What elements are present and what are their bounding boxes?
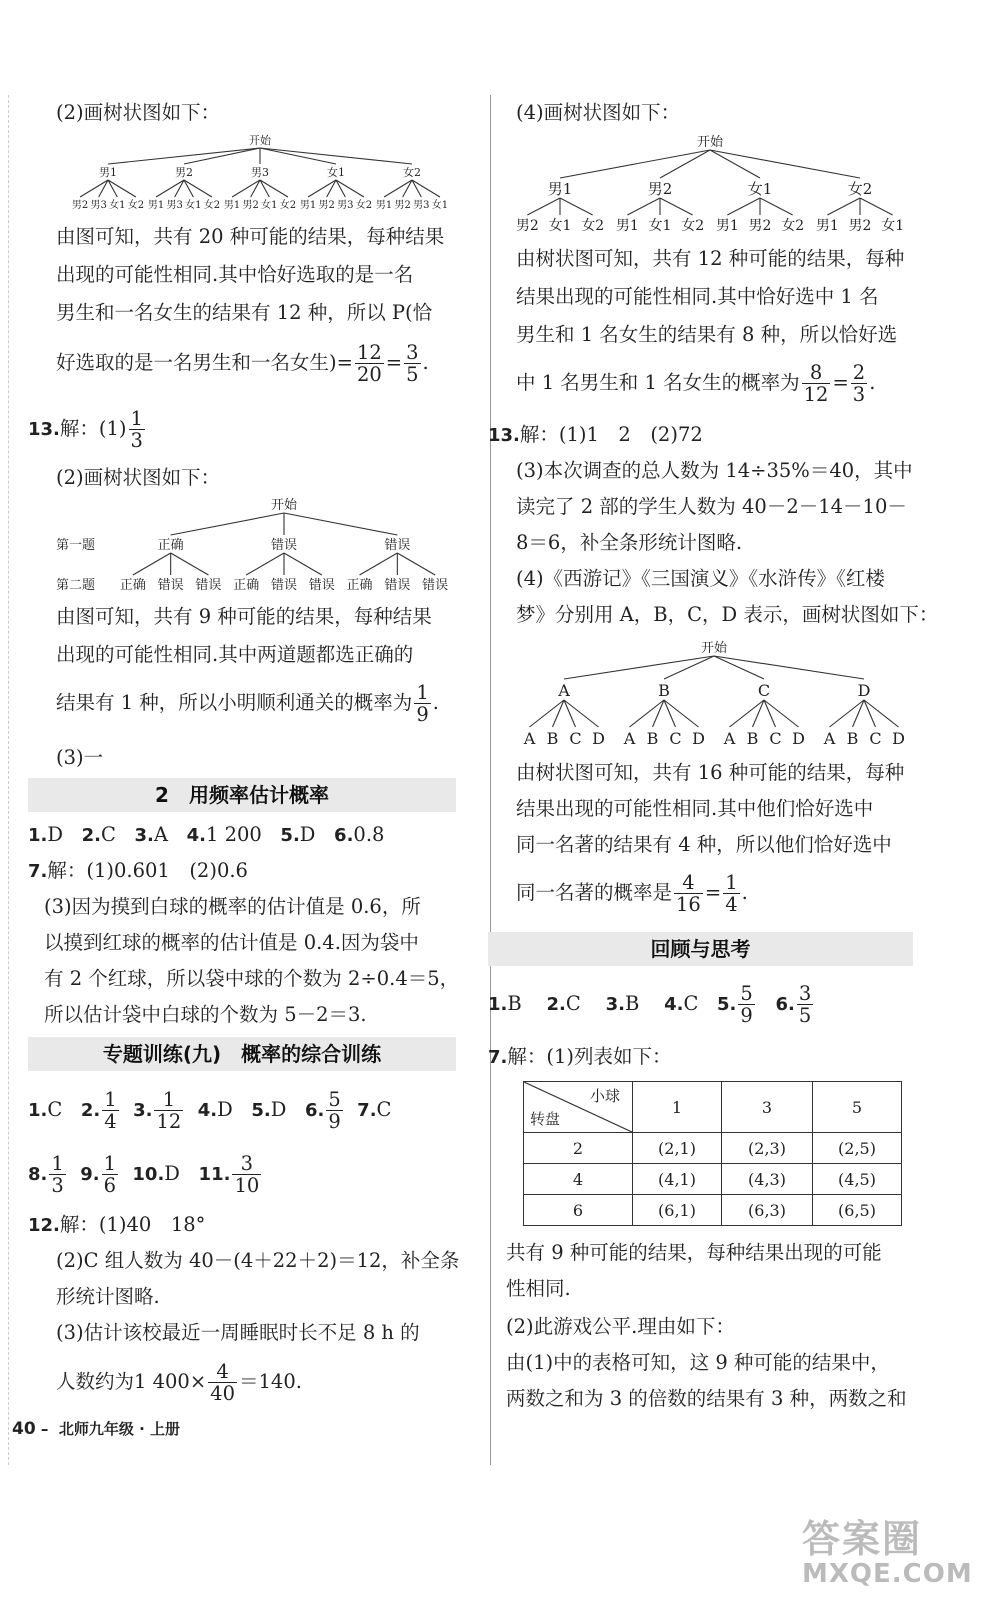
tree-level1-label: 男3	[251, 166, 269, 179]
tree-level2-label: A	[823, 729, 836, 748]
tree-root-label: 开始	[270, 498, 298, 513]
tree-level2-label: B	[746, 729, 759, 748]
answers-row-8-11: 8. $\frac{1}{3}$ 9. $\frac{1}{6}$ 10.D 11. $\frac{3}{10}$	[28, 1151, 260, 1197]
tree-level2-label: 男2	[748, 218, 772, 234]
table-cell: (4,3)	[722, 1164, 813, 1195]
left-q7-line-1: (3)因为摸到白球的概率的估计值是 0.6，所	[44, 895, 421, 918]
tree-level2-label: 正确	[119, 578, 146, 593]
tree-level2-label: 女2	[581, 218, 605, 234]
page-number: 40	[12, 1419, 36, 1439]
right-q13-line-2: 读完了 2 部的学生人数为 40－2－14－10－	[516, 495, 907, 518]
tree-branch-line	[260, 148, 336, 164]
fraction-1-4: $\frac{1}{4}$	[725, 870, 738, 916]
right-q7-line-1: 共有 9 种可能的结果，每种结果出现的可能	[506, 1241, 882, 1264]
left-q7-line-4: 所以估计袋中白球的个数为 5－2＝3.	[44, 1003, 367, 1026]
tree-level2-label: C	[869, 729, 882, 748]
tree-branch-line	[284, 513, 397, 535]
left-para-3: 男生和一名女生的结果有 12 种，所以 P(恰	[56, 301, 433, 324]
tree-branch-line	[714, 656, 864, 679]
fraction-4-16: $\frac{4}{16}$	[676, 870, 701, 916]
table-row	[524, 1195, 902, 1226]
left-tree1-intro: (2)画树状图如下：	[56, 101, 221, 124]
table-cell: (2,5)	[813, 1133, 902, 1164]
right-para-7: 同一名著的结果有 4 种，所以他们恰好选中	[516, 833, 892, 856]
right-para-4: 中 1 名男生和 1 名女生的概率为 $\frac{8}{12}$ = $\frac{2}{3}$ .	[516, 360, 876, 406]
tree-row-label: 第二题	[56, 578, 96, 593]
tree-level1-label: 正确	[157, 538, 184, 553]
right-q13-line-3: 8＝6，补全条形统计图略.	[516, 531, 743, 554]
watermark-logo: 答案圈 MXQE.COM	[802, 1517, 973, 1589]
tree-level2-label: 错误	[195, 578, 222, 593]
tree-level2-label: A	[623, 729, 636, 748]
tree-branch-line	[564, 656, 714, 679]
fraction-8-12: $\frac{8}{12}$	[803, 360, 829, 406]
tree-level2-label: 男1	[715, 218, 739, 234]
tree-level2-label: 女2	[781, 218, 805, 234]
table-row	[524, 1082, 902, 1133]
tree-diagram-boys-girls-4	[510, 132, 910, 236]
tree-level2-label: 男3	[413, 200, 430, 211]
tree-level2-label: 女1	[648, 218, 672, 234]
left-q13-answer-1: 13.解：(1) $\frac{1}{3}$	[28, 406, 143, 452]
tree-level2-label: 错误	[270, 578, 298, 593]
table-corner-cell: 小球 转盘	[524, 1082, 633, 1133]
fraction-2-3: $\frac{2}{3}$	[852, 360, 866, 406]
left-para-4: 好选取的是一名男生和一名女生)= $\frac{12}{20}$ = $\frac{3}{5}$ .	[56, 340, 429, 386]
section-header-frequency: 2 用频率估计概率	[28, 778, 456, 812]
right-para-8: 同一名著的概率是 $\frac{4}{16}$ = $\frac{1}{4}$ .	[516, 870, 748, 916]
page-footer: 40 – 北师九年级 · 上册	[12, 1419, 181, 1439]
table-col-header: 3	[722, 1082, 813, 1133]
table-col-header: 1	[633, 1082, 722, 1133]
left-q7-answer: 7.解：(1)0.601 (2)0.6	[28, 859, 248, 882]
outcome-table	[523, 1081, 902, 1226]
tree-branch-line	[108, 148, 260, 164]
right-q7-line-4: 由(1)中的表格可知，这 9 种可能的结果中，	[506, 1351, 890, 1374]
tree-level2-label: D	[792, 729, 805, 748]
tree-level1-label: 女2	[403, 166, 421, 179]
table-cell: (2,3)	[722, 1133, 813, 1164]
tree-level1-label: B	[658, 681, 670, 700]
tree-level1-label: D	[857, 681, 871, 700]
tree-level1-label: 错误	[384, 538, 411, 553]
tree-diagram-abcd	[514, 636, 914, 752]
tree-level2-label: C	[569, 729, 582, 748]
table-col-header: 5	[813, 1082, 902, 1133]
answers-review-row: 1.B 2.C 3.B 4.C 5. $\frac{5}{9}$ 6. $\frac{3}{5}$	[488, 981, 812, 1027]
fraction-1-9: $\frac{1}{9}$	[416, 680, 429, 726]
table-cell: (6,5)	[813, 1195, 902, 1226]
table-cell: (4,1)	[633, 1164, 722, 1195]
tree-branch-line	[560, 150, 710, 178]
answers-row-1-7: 1.C 2. $\frac{1}{4}$ 3. $\frac{1}{12}$ 4.D 5.D 6. $\frac{5}{9}$ 7.C	[28, 1087, 392, 1133]
right-para-6: 结果出现的可能性相同.其中他们恰好选中	[516, 797, 874, 820]
tree-level2-label: B	[846, 729, 859, 748]
tree-branch-line	[397, 553, 435, 575]
tree-level2-label: D	[692, 729, 705, 748]
tree-branch-line	[246, 553, 284, 575]
tree-level2-label: 正确	[346, 578, 373, 593]
table-cell: (6,1)	[633, 1195, 722, 1226]
left-para-1: 由图可知，共有 20 种可能的结果，每种结果	[56, 225, 445, 248]
tree-branch-line	[860, 198, 893, 215]
tree-level2-label: 男1	[299, 200, 317, 211]
table-cell: (6,3)	[722, 1195, 813, 1226]
tree-level2-label: B	[546, 729, 559, 748]
left-q7-line-3: 有 2 个红球，所以袋中球的个数为 2÷0.4＝5，	[44, 967, 460, 990]
right-q7-line-5: 两数之和为 3 的倍数的结果有 3 种，两数之和	[506, 1387, 907, 1410]
tree-branch-line	[627, 198, 660, 215]
tree-level1-label: 男1	[99, 166, 117, 179]
fraction-3-5: $\frac{3}{5}$	[406, 340, 419, 386]
left-para-7: 结果有 1 种，所以小明顺利通关的概率为 $\frac{1}{9}$ .	[56, 680, 439, 726]
table-row-header: 4	[524, 1164, 633, 1195]
tree-level1-label: C	[757, 681, 771, 700]
right-q13-line-5: 梦》分别用 A，B，C，D 表示，画树状图如下：	[516, 603, 939, 626]
tree-branch-line	[827, 198, 860, 215]
table-row-header: 2	[524, 1133, 633, 1164]
tree-level2-label: 女1	[185, 200, 202, 211]
column-divider	[490, 95, 491, 1465]
tree-level2-label: 男2	[515, 218, 539, 234]
tree-level2-label: 女1	[881, 218, 905, 234]
tree-branch-line	[360, 553, 398, 575]
tree-level2-label: A	[523, 729, 536, 748]
tree-row-label: 第一题	[56, 538, 96, 553]
tree-level2-label: 女1	[261, 200, 278, 211]
right-para-3: 男生和 1 名女生的结果有 8 种，所以恰好选	[516, 323, 898, 346]
tree-level2-label: 男1	[815, 218, 839, 234]
table-row	[524, 1164, 902, 1195]
tree-level2-label: D	[592, 729, 605, 748]
section-header-review: 回顾与思考	[488, 932, 913, 966]
tree-branch-line	[260, 148, 412, 164]
table-cell: (2,1)	[633, 1133, 722, 1164]
tree-level2-label: D	[892, 729, 905, 748]
fraction-12-20: $\frac{12}{20}$	[356, 340, 382, 386]
fraction-4-40: $\frac{4}{40}$	[210, 1359, 235, 1405]
tree-branch-line	[710, 150, 860, 178]
tree-branch-line	[171, 553, 209, 575]
right-q7-line-3: (2)此游戏公平.理由如下：	[506, 1315, 735, 1338]
tree-root-label: 开始	[249, 134, 271, 147]
tree-level2-label: 女2	[279, 200, 297, 211]
right-q13-line-1: (3)本次调查的总人数为 14÷35%＝40，其中	[516, 459, 913, 482]
tree-level1-label: 错误	[270, 538, 298, 553]
tree-level2-label: 男2	[242, 200, 259, 211]
tree-level2-label: 男1	[615, 218, 639, 234]
left-q7-line-2: 以摸到红球的概率的估计值是 0.4.因为袋中	[44, 931, 419, 954]
tree-level2-label: 错误	[157, 578, 184, 593]
tree-level2-label: 男1	[223, 200, 241, 211]
tree-branch-line	[184, 148, 260, 164]
tree-diagram-boys-girls-5	[70, 132, 450, 214]
tree-level2-label: A	[723, 729, 736, 748]
tree-branch-line	[527, 198, 560, 215]
tree-level2-label: C	[669, 729, 682, 748]
tree-level2-label: 男3	[337, 200, 354, 211]
tree-level2-label: 错误	[384, 578, 411, 593]
binding-margin	[8, 95, 10, 1465]
tree-level2-label: 男3	[90, 200, 107, 211]
right-para-1: 由树状图可知，共有 12 种可能的结果，每种	[516, 247, 905, 270]
tree-level2-label: 男2	[71, 200, 89, 211]
tree-level2-label: 男2	[848, 218, 872, 234]
tree-level1-label: 男2	[175, 166, 193, 179]
tree-level1-label: 男2	[647, 180, 673, 198]
tree-branch-line	[727, 198, 760, 215]
tree-level2-label: 男2	[394, 200, 411, 211]
tree-level2-label: 男2	[318, 200, 335, 211]
tree-root-label: 开始	[700, 641, 728, 656]
tree-branch-line	[171, 513, 284, 535]
tree-level2-label: 女2	[127, 200, 145, 211]
tree-level2-label: 错误	[422, 578, 449, 593]
tree-branch-line	[760, 198, 793, 215]
left-q13-part3: (3)一	[56, 746, 104, 769]
tree-level1-label: 女2	[847, 180, 873, 198]
tree-level2-label: 正确	[233, 578, 260, 593]
left-q12-line-1: (2)C 组人数为 40－(4＋22＋2)＝12，补全条	[56, 1249, 460, 1272]
tree-level2-label: C	[769, 729, 782, 748]
right-q7-answer: 7.解：(1)列表如下：	[488, 1045, 672, 1068]
tree-level2-label: 男1	[375, 200, 393, 211]
right-tree-intro: (4)画树状图如下：	[516, 101, 681, 124]
tree-level2-label: 男1	[147, 200, 165, 211]
tree-level1-label: 男1	[547, 180, 573, 198]
table-row	[524, 1133, 902, 1164]
tree-level2-label: 男3	[166, 200, 183, 211]
tree-level2-label: 女2	[203, 200, 221, 211]
tree-level2-label: B	[646, 729, 659, 748]
tree-root-label: 开始	[696, 135, 724, 150]
fraction-1-3: $\frac{1}{3}$	[130, 406, 143, 452]
tree-level2-label: 错误	[308, 578, 335, 593]
table-cell: (4,5)	[813, 1164, 902, 1195]
tree-branch-line	[133, 553, 171, 575]
left-para-2: 出现的可能性相同.其中恰好选取的是一名	[56, 263, 414, 286]
right-para-5: 由树状图可知，共有 16 种可能的结果，每种	[516, 761, 905, 784]
tree-level1-label: 女1	[747, 180, 773, 198]
right-q13-line-4: (4)《西游记》《三国演义》《水浒传》《红楼	[516, 567, 885, 590]
tree-branch-line	[560, 198, 593, 215]
right-q13-answer: 13.解：(1)1 2 (2)72	[488, 423, 703, 446]
left-q12-answer: 12.解：(1)40 18°	[28, 1213, 206, 1236]
answers-row-1-6: 1.D 2.C 3.A 4.1 200 5.D 6.0.8	[28, 823, 385, 846]
tree-level1-label: 女1	[327, 166, 345, 179]
tree-level2-label: 女2	[681, 218, 705, 234]
tree-level2-label: 女2	[355, 200, 373, 211]
tree-level2-label: 女1	[548, 218, 572, 234]
left-q12-line-4: 人数约为1 400× $\frac{4}{40}$ ＝140.	[56, 1359, 302, 1405]
tree-level2-label: 女1	[431, 200, 449, 211]
right-q7-line-2: 性相同.	[506, 1277, 571, 1300]
left-q13-tree-intro: (2)画树状图如下：	[56, 466, 221, 489]
tree-diagram-right-wrong	[56, 495, 456, 595]
tree-level1-label: A	[558, 681, 570, 700]
tree-branch-line	[660, 198, 693, 215]
tree-branch-line	[284, 553, 322, 575]
left-q12-line-3: (3)估计该校最近一周睡眠时长不足 8 h 的	[56, 1321, 420, 1344]
section-header-special-training: 专题训练(九) 概率的综合训练	[28, 1037, 456, 1071]
left-para-5: 由图可知，共有 9 种可能的结果，每种结果	[56, 605, 432, 628]
tree-level2-label: 女1	[109, 200, 126, 211]
left-q12-line-2: 形统计图略.	[56, 1285, 160, 1308]
table-row-header: 6	[524, 1195, 633, 1226]
right-para-2: 结果出现的可能性相同.其中恰好选中 1 名	[516, 285, 879, 308]
left-para-6: 出现的可能性相同.其中两道题都选正确的	[56, 643, 414, 666]
book-title: 北师九年级 · 上册	[58, 1420, 181, 1438]
